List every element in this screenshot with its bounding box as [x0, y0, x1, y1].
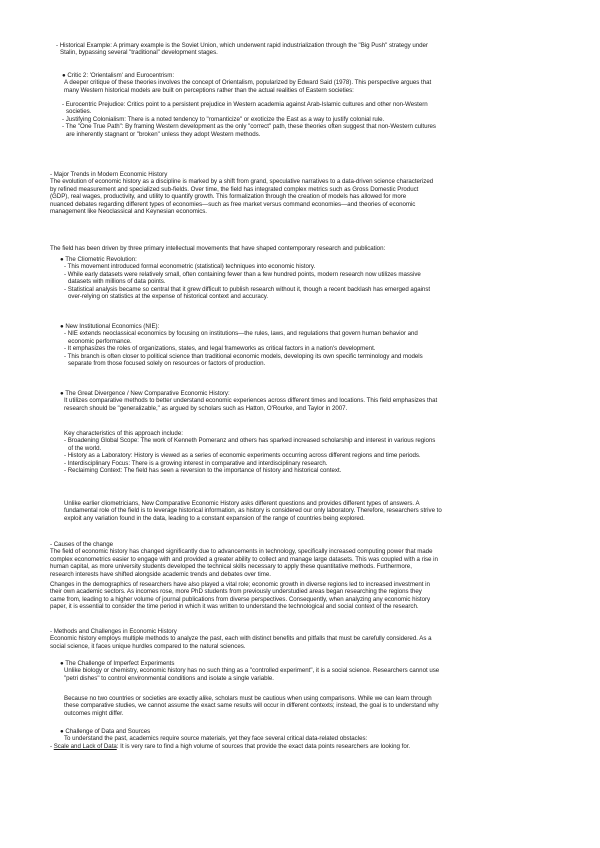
text-line: paper, it is essential to consider the time period in which it was written to understand the technological and social context of the research. — [50, 603, 419, 611]
text-line: The field has been driven by three primary intellectual movements that have shaped contemporary research and publication: — [50, 245, 386, 252]
data-sources-section — [60, 728, 550, 743]
text-line: human capital, as more university students developed the technical skills necessary to apply these quantitative methods. Furthermore, — [50, 563, 412, 571]
great-divergence-title: ● The Great Divergence / New Comparative Economic History: — [60, 390, 230, 397]
major-trends-intro — [50, 245, 550, 252]
list-item-cont: separate from those focused solely on resources or factors of production. — [68, 360, 266, 368]
causes-section — [50, 541, 550, 578]
text-line: many Western historical models are built on perceptions rather than the actual realities of Eastern societies: — [64, 86, 354, 94]
list-item: - While early datasets were relatively small, often containing fewer than a few hundred points, modern research now utilizes massive — [64, 270, 421, 278]
list-item: - History as a Laboratory: History is viewed as a series of economic experiments occurring across different regions and time periods. — [64, 452, 421, 460]
nie-title: ● New Institutional Economics (NIE): — [60, 323, 160, 330]
text-line: nuanced debates regarding different types of economies—such as free market versus command economies—and theories of economic — [50, 200, 416, 208]
text-line: outcomes might differ. — [64, 709, 124, 717]
text-line: Unlike earlier cliometricians, New Comparative Economic History asks different questions and provides different types of answers. A — [64, 500, 420, 507]
list-item: - Statistical analysis became so central that it grew difficult to publish research without it, though a recent backlash has emerged against — [64, 285, 431, 293]
scale-text: : It is very rare to find a high volume of sources that provide the exact data points researchers are looking for. — [116, 743, 411, 750]
historical-example — [56, 42, 550, 57]
text-line: these comparative studies, we cannot assume the exact same results will occur in different contexts; instead, the goal is to understand why — [64, 702, 439, 710]
critic2-bullets — [62, 101, 550, 138]
text-line: - Historical Example: A primary example is the Soviet Union, which underwent rapid industrialization through the "Big Push" strategy under — [56, 42, 428, 49]
list-item: - Scale and Lack of Data: It is very rare to find a high volume of sources that provide the exact data points researchers are looking for. — [50, 743, 411, 750]
list-item-cont: datasets with millions of data points. — [68, 278, 166, 286]
text-line: The evolution of economic history as a discipline is marked by a shift from grand, speculative narratives to a data-driven science characterized — [50, 178, 434, 186]
section-heading: - Causes of the change — [50, 541, 114, 548]
text-line: came from, leading to a higher volume of journal publications from diverse perspectives. Consequently, when analyzing any economic history — [50, 595, 431, 603]
text-line: Changes in the demographics of researchers have also played a vital role; economic growth in diverse regions led to increased investment in — [50, 581, 430, 588]
text-line: by refined measurement and specialized sub-fields. Over time, the field has integrated complex metrics such as Gross Domestic Product — [50, 185, 419, 193]
imperfect-experiments — [60, 660, 550, 682]
text-line: The field of economic history has changed significantly due to advancements in technology, specifically increased computing power that made — [50, 548, 433, 556]
list-item: - This branch is often closer to political science than traditional economic models, developing its own specific terminology and models — [64, 352, 423, 360]
imperfect-body2 — [64, 695, 550, 717]
text-line: social science, it faces unique hurdles compared to the natural sciences. — [50, 642, 246, 650]
critic2-title: ● Critic 2: 'Orientalism' and Eurocentrism: — [62, 72, 175, 79]
text-line: "petri dishes" to control environmental conditions and isolate a single variable. — [64, 674, 274, 682]
list-item-cont: societies. — [66, 108, 92, 116]
list-item: - This movement introduced formal econometric (statistical) techniques into economic history. — [64, 263, 316, 271]
list-item-cont: are inherently stagnant or "broken" unless they adopt Western methods. — [66, 130, 261, 138]
nie-section — [60, 323, 550, 368]
text-line: Because no two countries or societies are exactly alike, scholars must be cautious when using comparisons. While we can learn through — [64, 695, 432, 702]
list-item: - Eurocentric Prejudice: Critics point to a persistent prejudice in Western academia against Arab-Islamic cultures and other non-Western — [62, 101, 428, 108]
list-item: - Reclaiming Context: The field has seen a reversion to the importance of history and historical context. — [64, 467, 342, 475]
text-line: A deeper critique of these theories involves the concept of Orientalism, popularized by Edward Said (1978). This perspective argues that — [64, 79, 432, 87]
great-divergence-closing — [64, 500, 550, 522]
section-heading: - Methods and Challenges in Economic History — [50, 628, 177, 635]
text-line: (GDP), real wages, productivity, and utility to quantify growth. This formalization through the creation of models has allowed for more — [50, 193, 407, 201]
scale-line — [50, 743, 550, 750]
cliometric-title: ● The Cliometric Revolution: — [60, 256, 137, 263]
section-heading: - Major Trends in Modern Economic History — [50, 171, 168, 178]
list-item: - Interdisciplinary Focus: There is a growing interest in comparative and interdisciplinary research. — [64, 459, 328, 467]
list-item: - The "One True Path": By framing Western development as the only "correct" path, these theories often suggest that non-Western cultures — [62, 123, 436, 131]
imperfect-title: ● The Challenge of Imperfect Experiments — [60, 660, 175, 667]
text-line: complex econometrics easier to engage with and provided a greater ability to collect and manage large datasets. This was coupled with a rise in — [50, 555, 438, 563]
list-item: - NIE extends neoclassical economics by focusing on institutions—the rules, laws, and regulations that govern human behavior and — [64, 330, 418, 338]
list-item: - It emphasizes the roles of organizations, states, and legal frameworks as critical factors in a nation's development. — [64, 345, 376, 353]
great-divergence-section — [60, 390, 550, 412]
list-item: - Broadening Global Scope: The work of Kenneth Pomeranz and others has sparked increased scholarship and interest in various regions — [64, 437, 436, 445]
list-item-cont: economic performance. — [68, 337, 132, 345]
text-line: To understand the past, academics require source materials, yet they face several critical data-related obstacles: — [64, 735, 368, 743]
text-line: Unlike biology or chemistry, economic history has no such thing as a "controlled experiment", it is a social science. Researchers cannot use — [64, 667, 440, 675]
text-line: management like Neoclassical and Keynesian economics. — [50, 208, 207, 216]
list-item-cont: of the world. — [68, 444, 102, 452]
text-line: It utilizes comparative methods to better understand economic experiences across different times and locations. This field emphasizes that — [64, 397, 438, 405]
key-title: Key characteristics of this approach include: — [64, 430, 183, 437]
text-line: Stalin, bypassing several "traditional" development stages. — [60, 49, 218, 57]
list-item: - Justifying Colonialism: There is a noted tendency to "romanticize" or exoticize the East as a way to justify colonial rule. — [62, 115, 385, 123]
text-line: research interests have shifted alongside academic trends and debates over time. — [50, 570, 271, 578]
data-sources-title: ● Challenge of Data and Sources — [60, 728, 151, 735]
key-characteristics — [64, 430, 550, 475]
text-line: research should be "generalizable," as argued by scholars such as Hatton, O'Rourke, and Taylor in 2007. — [64, 404, 348, 412]
causes-paragraph2 — [50, 581, 550, 611]
major-trends-section — [50, 171, 550, 216]
text-line: their own academic sectors. As incomes rose, more PhD students from previously understudied areas began researching the regions they — [50, 588, 422, 596]
scale-label: Scale and Lack of Data — [53, 743, 117, 750]
methods-section — [50, 628, 550, 650]
cliometric-section — [60, 256, 550, 301]
critic2-section — [62, 72, 550, 94]
text-line: Economic history employs multiple methods to analyze the past, each with distinct benefits and pitfalls that must be carefully considered. As a — [50, 635, 432, 643]
text-line: fundamental role of the field is to leverage historical information, as history is considered our only laboratory. Therefore, researchers strive to — [64, 507, 442, 515]
text-line: exploit any variation found in the data, leading to a constant expansion of the range of countries being explored. — [64, 514, 365, 522]
list-item-cont: over-relying on statistics at the expense of historical context and accuracy. — [68, 293, 269, 301]
